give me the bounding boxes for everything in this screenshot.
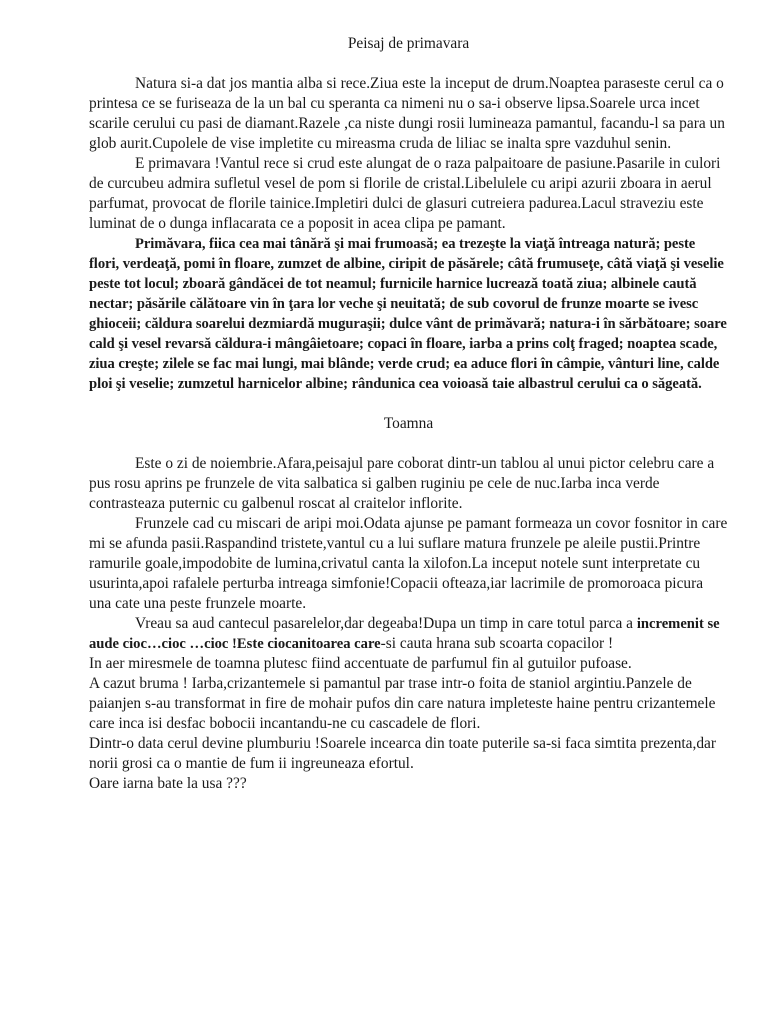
paragraph-autumn-3-end: -si cauta hrana sub scoarta copacilor ! [380,635,614,652]
paragraph-autumn-3 [89,614,728,654]
paragraph-spring-bold: Primăvara, fiica cea mai tânără şi mai frumoasă; ea trezeşte la viaţă întreaga natură; peste flori, verdeaţă, pomi în floare, zumzet de albine, ciripit de păsărele; câtă frumuseţe, câtă viaţă şi veselie peste tot locul; zboară gândăcei de tot neamul; furnicile harnice lucrează toată ziua; albinele caută nectar; păsările călătoare vin în ţara lor veche şi neuitată; de sub covorul de frunze moarte se ivesc ghioceii; căldura soarelui dezmiardă muguraşii; dulce vânt de primăvară; natura-i în sărbătoare; soare cald şi vesel revarsă căldura-i mângâietoare; copaci în floare, iarba a prins colţ fraged; noaptea scade, ziua creşte; zilele se fac mai lungi, mai blânde; verde crud; ea aduce flori în câmpie, vânturi line, calde ploi şi veselie; zumzetul harnicelor albine; rândunica cea voioasă taie albastrul cerului ca o săgeată. [89,236,727,392]
paragraph-autumn-4: In aer miresmele de toamna plutesc fiind accentuate de parfumul fin al gutuilor pufoase. [89,655,632,672]
paragraph-spring-1: Natura si-a dat jos mantia alba si rece.Ziua este la inceput de drum.Noaptea paraseste cerul ca o printesa ce se furiseaza de la un bal cu speranta ca nimeni nu o sa-i observe lipsa.Soarele urca incet scarile cerului cu pasi de diamant.Razele ,ca niste dungi rosii lumineaza pamantul, facandu-l sa para un glob aurit.Cupolele de vise impletite cu mireasma cruda de liliac se inalta spre vazduhul senin. [89,75,725,152]
paragraph-autumn-5: A cazut bruma ! Iarba,crizantemele si pamantul par trase intr-o foita de staniol argintiu.Panzele de paianjen s-au transformat in fire de mohair pufos din care natura impleteste haine pentru crizantemele care inca isi desfac bobocii incantandu-ne cu cascadele de flori. [89,675,716,732]
paragraph-autumn-2: Frunzele cad cu miscari de aripi moi.Odata ajunse pe pamant formeaza un covor fosnitor in care mi se afunda pasii.Raspandind tristete,vantul cu a lui suflare matura frunzele pe aleile pustii.Printre ramurile goale,impodobite de lumina,crivatul canta la xilofon.La inceput notele sunt interpretate cu usurinta,apoi rafalele perturba intreaga simfonie!Copacii ofteaza,iar lacrimile de promoroaca picura una cate una peste frunzele moarte. [89,515,728,612]
paragraph-spring-2: E primavara !Vantul rece si crud este alungat de o raza palpaitoare de pasiune.Pasarile in culori de curcubeu admira sufletul vesel de pom si florile de cristal.Libelulele cu aripi azurii zboara in aerul parfumat, provocat de florile tainice.Impletiri dulci de glasuri cutreiera padurea.Lacul straveziu este luminat de o dunga inflacarata ce a poposit in acea clipa pe pamant. [89,155,721,232]
paragraph-autumn-3-start: Vreau sa aud cantecul pasarelelor,dar degeaba!Dupa un timp in care totul parca a [135,615,637,632]
paragraph-autumn-6: Dintr-o data cerul devine plumburiu !Soarele incearca din toate puterile sa-si faca simtita prezenta,dar norii grosi ca o mantie de fum ii ingreuneaza efortul. [89,735,717,772]
paragraph-autumn-1: Este o zi de noiembrie.Afara,peisajul pare coborat dintr-un tablou al unui pictor celebru care a pus rosu aprins pe frunzele de vita salbatica si galben ruginiu pe cele de nuc.Iarba inca verde contrasteaza puternic cu galbenul roscat al craitelor inflorite. [89,455,715,512]
paragraph-autumn-7: Oare iarna bate la usa ??? [89,775,247,792]
section-title-autumn: Toamna [383,415,434,432]
section-title-spring: Peisaj de primavara [347,35,470,52]
paragraph-autumn-3-bold: incremenit se aude cioc…cioc …cioc !Este ciocanitoarea care [89,616,720,652]
